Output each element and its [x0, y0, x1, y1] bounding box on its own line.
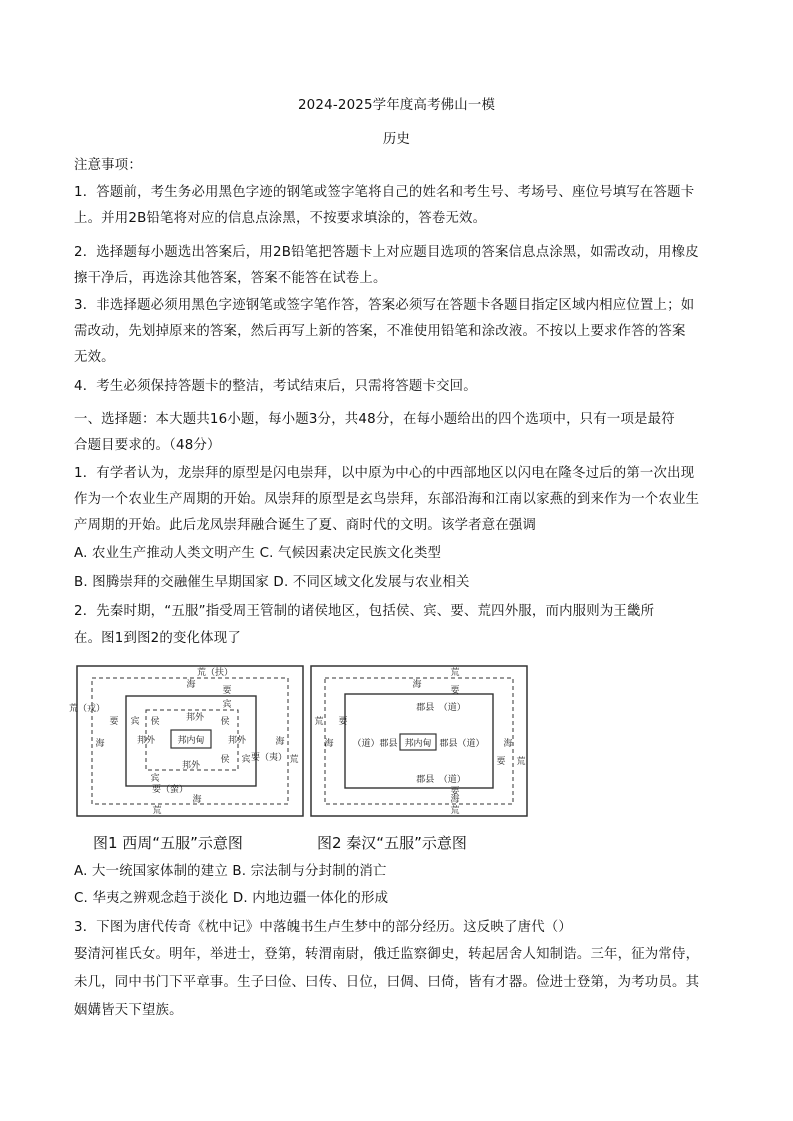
fig1-label: 荒（戎）	[68, 704, 106, 714]
notice-line: 1．答题前，考生务必用黑色字迹的钢笔或签字笔将自己的姓名和考生号、考场号、座位号填写在答题卡	[74, 185, 695, 200]
question-3-line: 3．下图为唐代传奇《枕中记》中落魄书生卢生梦中的部分经历。这反映了唐代（）	[74, 920, 572, 935]
question-3-line: 未几，同中书门下平章事。生子曰俭、曰传、日位，曰倜、曰倚，皆有才器。俭进士登第，为考功员。其	[74, 975, 700, 990]
fig2-label: 荒	[450, 806, 460, 816]
exam-title: 2024-2025学年度高考佛山一模	[297, 98, 496, 113]
fig1-label: 宾	[241, 755, 251, 765]
fig2-caption: 图2 秦汉“五服”示意图	[317, 834, 467, 852]
question-2-option: A. 大一统国家体制的建立 B. 宗法制与分封制的消亡	[74, 864, 387, 879]
question-3-line: 姻媾皆天下望族。	[74, 1003, 183, 1018]
fig1-label: 荒	[152, 806, 162, 816]
question-1-option: B. 图腾崇拜的交融催生早期国家 D. 不同区域文化发展与农业相关	[74, 575, 470, 590]
fig1-label: 要	[109, 717, 119, 727]
fig2-label: 要	[338, 717, 348, 727]
notice-line: 上。并用2B铅笔将对应的信息点涂黑，不按要求填涂的，答卷无效。	[74, 211, 487, 226]
fig2-label: 要	[496, 757, 506, 767]
question-1-line: 1．有学者认为，龙崇拜的原型是闪电崇拜，以中原为中心的中西部地区以闪电在隆冬过后的第一次出现	[74, 466, 695, 481]
fig2-label: 郡县 （道）	[416, 703, 466, 713]
subject-title: 历史	[382, 132, 411, 147]
question-3-line: 娶清河崔氏女。明年，举进士，登第，转渭南尉，俄迁监察御史，转起居舍人知制诰。三年，征为常侍，	[74, 947, 700, 962]
fig1-label: 荒	[289, 755, 299, 765]
question-1-line: 作为一个农业生产周期的开始。凤崇拜的原型是玄鸟崇拜，东部沿海和江南以家燕的到来作为一个农业生	[74, 492, 700, 507]
fig2-label: （道）郡县	[352, 739, 398, 749]
fig1-label: 邦外	[136, 736, 156, 746]
fig1-label: 海	[275, 737, 285, 747]
fig1-label: 侯	[150, 717, 160, 727]
notice-heading: 注意事项：	[74, 158, 142, 173]
notice-line: 擦干净后，再选涂其他答案，答案不能答在试卷上。	[74, 271, 387, 286]
fig1-center-label: 邦内甸	[177, 736, 205, 746]
five-fu-diagrams	[68, 664, 535, 822]
notice-line: 4．考生必须保持答题卡的整洁，考试结束后，只需将答题卡交回。	[74, 379, 477, 394]
fig2-center-label: 邦内甸	[404, 739, 432, 749]
question-2-line: 2．先秦时期，“五服”指受周王管制的诸侯地区，包括侯、宾、要、荒四外服，而内服则为王畿所	[74, 604, 655, 619]
fig1-label: 要（蛮）	[151, 785, 189, 795]
fig2-label: 荒	[516, 757, 526, 767]
fig1-label: 宾	[150, 774, 160, 784]
section-heading-line: 合题目要求的。（48分）	[74, 438, 221, 453]
fig1-label: 邦外	[227, 736, 247, 746]
fig1-label: 宾	[130, 717, 140, 727]
fig1-label: 要（夷）	[250, 753, 288, 763]
fig2-label: 荒	[314, 717, 324, 727]
fig2-label: 郡县 （道）	[416, 775, 466, 785]
five-fu-figure	[68, 664, 535, 826]
question-2-option: C. 华夷之辨观念趋于淡化 D. 内地边疆一体化的形成	[74, 891, 389, 906]
section-heading-line: 一、选择题：本大题共16小题，每小题3分，共48分，在每小题给出的四个选项中，只有一项是最符	[74, 412, 675, 427]
notice-line: 3．非选择题必须用黑色字迹钢笔或签字笔作答，答案必须写在答题卡各题目指定区域内相应位置上；如	[74, 298, 695, 313]
fig1-label: 侯	[220, 717, 230, 727]
fig2-label: 荒	[450, 668, 460, 678]
fig2-label: 要	[450, 686, 460, 696]
question-1-option: A. 农业生产推动人类文明产生 C. 气候因素决定民族文化类型	[74, 546, 442, 561]
fig2-label: 海	[324, 739, 334, 749]
fig2-label: 要	[450, 787, 460, 797]
fig1-caption: 图1 西周“五服”示意图	[93, 834, 243, 852]
fig1-label: 海	[95, 739, 105, 749]
fig2-label: 海	[412, 680, 422, 690]
fig2-label: 海	[503, 739, 513, 749]
notice-line: 2．选择题每小题选出答案后，用2B铅笔把答题卡上对应题目选项的答案信息点涂黑，如需改动，用橡皮	[74, 245, 699, 260]
notice-line: 无效。	[74, 350, 115, 365]
question-2-line: 在。图1到图2的变化体现了	[74, 631, 241, 646]
fig1-label: 邦外	[181, 761, 201, 771]
question-1-line: 产周期的开始。此后龙凤崇拜融合诞生了夏、商时代的文明。该学者意在强调	[74, 518, 537, 533]
fig1-label: 海	[186, 680, 196, 690]
fig1-label: 宾	[222, 700, 232, 710]
fig1-label: 荒（扶）	[196, 668, 234, 678]
fig1-label: 侯	[220, 755, 230, 765]
notice-line: 需改动，先划掉原来的答案，然后再写上新的答案，不准使用铅笔和涂改液。不按以上要求作答的答案	[74, 324, 686, 339]
fig1-label: 要	[222, 686, 232, 696]
fig2-label: 郡县（道）	[439, 739, 485, 749]
fig1-label: 邦外	[185, 713, 205, 723]
fig2-label: 海	[450, 795, 460, 805]
fig1-label: 海	[192, 795, 202, 805]
